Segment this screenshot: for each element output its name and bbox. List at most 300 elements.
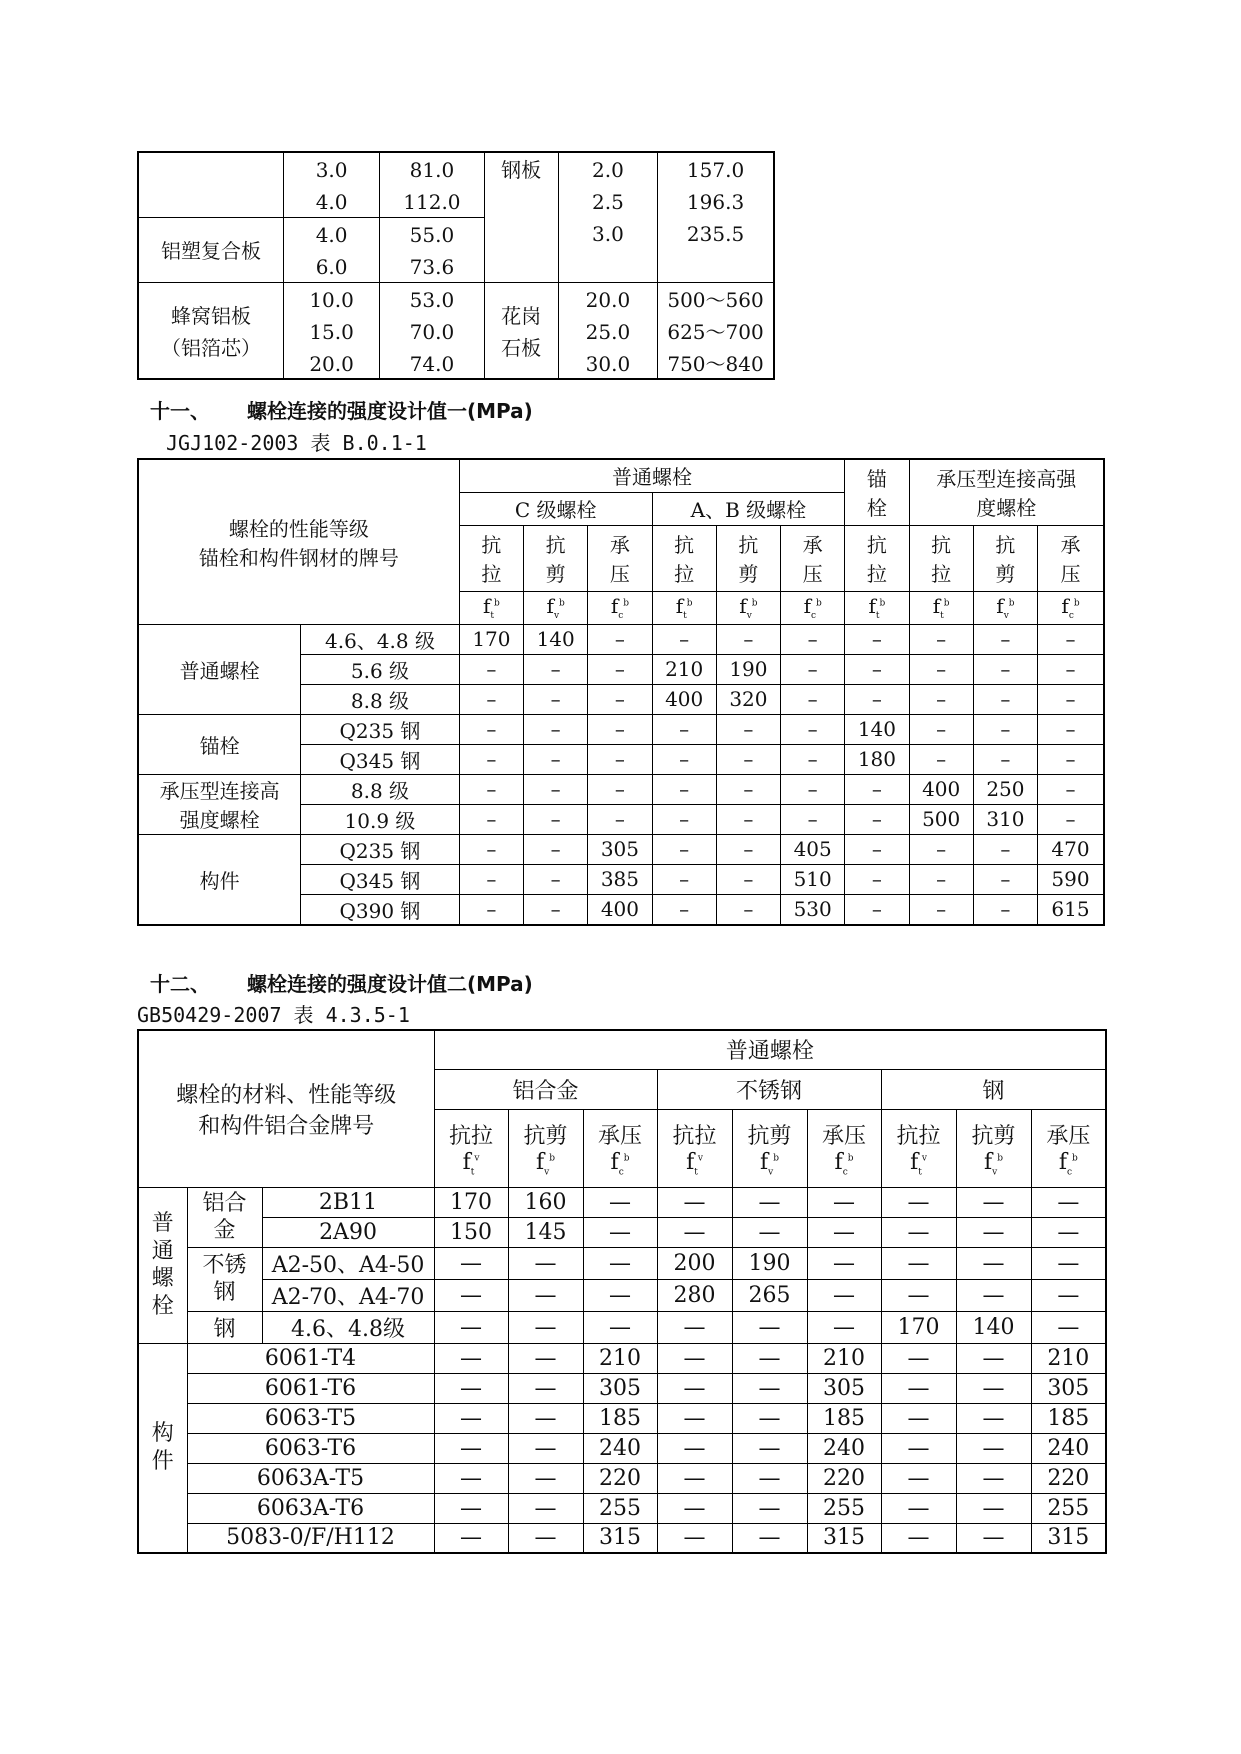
value-cell: — (434, 1311, 508, 1343)
bolt-group-label: 普 通 螺 栓 (138, 1187, 187, 1343)
stainless-header: 不锈钢 (657, 1069, 881, 1109)
value-cell: — (807, 1311, 881, 1343)
value-cell: 170 (459, 624, 523, 654)
material-cell: 花岗 石板 (484, 282, 558, 379)
tension-header: 抗拉 $f_t^v$ (434, 1109, 508, 1187)
value-cell: 240 (1031, 1433, 1106, 1463)
value-cell: — (732, 1463, 807, 1493)
thickness-cell: 4.0 6.0 (283, 217, 379, 282)
steel-header: 钢 (881, 1069, 1106, 1109)
value-cell: — (881, 1217, 956, 1247)
value-cell: – (973, 894, 1037, 925)
value-cell: — (657, 1403, 732, 1433)
value-cell: — (807, 1187, 881, 1217)
value-cell: — (956, 1523, 1031, 1553)
anchor-bolt-header: 锚 栓 (845, 459, 909, 525)
value-cell: – (524, 834, 588, 864)
value-cell: — (657, 1217, 732, 1247)
value-cell: — (732, 1187, 807, 1217)
value-cell: – (909, 864, 973, 894)
value-cell: — (881, 1343, 956, 1373)
value-cell: — (583, 1217, 657, 1247)
value-cell: – (973, 744, 1037, 774)
table-row (138, 1373, 1106, 1403)
value-cell: — (881, 1433, 956, 1463)
bearing-header: 承压 $f_c^b$ (583, 1109, 657, 1187)
value-cell: – (1038, 714, 1104, 744)
value-cell: — (881, 1463, 956, 1493)
value-cell: – (588, 774, 652, 804)
table-row (138, 1403, 1106, 1433)
value-cell: – (973, 684, 1037, 714)
value-cell: – (588, 624, 652, 654)
table-row (138, 1493, 1106, 1523)
value-cell: 145 (508, 1217, 583, 1247)
value-cell: 210 (583, 1343, 657, 1373)
bearing-header: 承 压 (781, 525, 845, 591)
corner-header (138, 1030, 434, 1187)
value-cell: – (1038, 624, 1104, 654)
value-cell: — (657, 1523, 732, 1553)
value-cell: — (956, 1463, 1031, 1493)
value-cell: 615 (1038, 894, 1104, 925)
tension-header: 抗拉 $f_t^v$ (657, 1109, 732, 1187)
value-cell: — (881, 1403, 956, 1433)
thickness-cell: 2.0 2.5 3.0 (558, 152, 657, 282)
value-cell: — (657, 1311, 732, 1343)
value-cell: — (434, 1247, 508, 1279)
value-cell: 305 (1031, 1373, 1106, 1403)
shear-header: 抗剪 $f_v^b$ (732, 1109, 807, 1187)
value-cell: – (652, 774, 716, 804)
c-grade-header: C 级螺栓 (459, 492, 652, 525)
value-cell: – (845, 834, 909, 864)
value-cell: — (583, 1279, 657, 1311)
value-cell: — (657, 1343, 732, 1373)
table-row (138, 1343, 1106, 1373)
value-cell: — (732, 1493, 807, 1523)
table-row (138, 1217, 1106, 1247)
section-11-source: JGJ102-2003 表 B.0.1-1 (166, 431, 427, 455)
value-cell: — (881, 1247, 956, 1279)
value-cell: – (845, 894, 909, 925)
ab-grade-header: A、B 级螺栓 (652, 492, 845, 525)
value-cell: 150 (434, 1217, 508, 1247)
value-cell: – (909, 714, 973, 744)
value-cell: 240 (807, 1433, 881, 1463)
value-cell: 200 (657, 1247, 732, 1279)
value-cell: 185 (583, 1403, 657, 1433)
value-cell: 180 (845, 744, 909, 774)
value-cell: – (845, 864, 909, 894)
symbol-c: $f_c^b$ (588, 591, 652, 624)
value-cell: – (524, 714, 588, 744)
value-cell: 160 (508, 1187, 583, 1217)
grade-cell: 4.6、4.8 级 (301, 624, 460, 654)
symbol-v: $f_v^b$ (716, 591, 780, 624)
section-12-title: 螺栓连接的强度设计值二(MPa) (246, 972, 533, 996)
value-cell: — (881, 1493, 956, 1523)
grade-cell: Q235 钢 (301, 714, 460, 744)
grade-cell: 8.8 级 (301, 684, 460, 714)
value-cell: 220 (1031, 1463, 1106, 1493)
value-cell: – (909, 654, 973, 684)
group-label: 构件 (138, 834, 301, 925)
value-cell: 530 (781, 894, 845, 925)
value-cell: – (716, 804, 780, 834)
material-cell: 铝合 金 (187, 1187, 262, 1247)
value-cell: – (459, 684, 523, 714)
thickness-cell: 10.0 15.0 20.0 (283, 282, 379, 379)
section-12-source: GB50429-2007 表 4.3.5-1 (137, 1003, 410, 1027)
symbol-v: $f_v^b$ (524, 591, 588, 624)
value-cell: — (434, 1403, 508, 1433)
value-cell: 210 (652, 654, 716, 684)
value-cell: – (781, 774, 845, 804)
value-cell: – (652, 894, 716, 925)
table-row (138, 1247, 1106, 1279)
value-cell: 405 (781, 834, 845, 864)
value-cell: — (956, 1433, 1031, 1463)
material-cell (138, 152, 283, 217)
value-cell: 255 (1031, 1493, 1106, 1523)
aluminum-header: 铝合金 (434, 1069, 657, 1109)
shear-header: 抗剪 $f_v^b$ (508, 1109, 583, 1187)
value-cell: 81.0 112.0 (380, 152, 484, 217)
value-cell: — (508, 1523, 583, 1553)
value-cell: 315 (807, 1523, 881, 1553)
value-cell: 250 (973, 774, 1037, 804)
table-row (138, 624, 1104, 654)
grade-cell: 4.6、4.8级 (262, 1311, 434, 1343)
shear-header: 抗 剪 (973, 525, 1037, 591)
member-group-label: 构 件 (138, 1343, 187, 1553)
table-row (138, 1433, 1106, 1463)
value-cell: 255 (583, 1493, 657, 1523)
value-cell: – (781, 684, 845, 714)
grade-cell: A2-70、A4-70 (262, 1279, 434, 1311)
value-cell: – (459, 834, 523, 864)
table-row (138, 774, 1104, 804)
value-cell: — (881, 1187, 956, 1217)
value-cell: — (434, 1433, 508, 1463)
value-cell: 185 (1031, 1403, 1106, 1433)
value-cell: — (881, 1373, 956, 1403)
value-cell: – (588, 654, 652, 684)
value-cell: 170 (881, 1311, 956, 1343)
header-row (138, 459, 1104, 492)
shear-header: 抗 剪 (524, 525, 588, 591)
alloy-cell: 6063A-T6 (187, 1493, 434, 1523)
value-cell: 140 (524, 624, 588, 654)
bolt-strength-table-2 (137, 1029, 1107, 1554)
material-cell: 钢 (187, 1311, 262, 1343)
grade-cell: 2B11 (262, 1187, 434, 1217)
value-cell: — (657, 1493, 732, 1523)
symbol-t: $f_t^b$ (652, 591, 716, 624)
value-cell: – (909, 894, 973, 925)
value-cell: — (732, 1433, 807, 1463)
value-cell: — (657, 1463, 732, 1493)
grade-cell: A2-50、A4-50 (262, 1247, 434, 1279)
grade-cell: 8.8 级 (301, 774, 460, 804)
corner-line-2: 锚栓和构件钢材的牌号 (198, 545, 399, 570)
value-cell: – (845, 654, 909, 684)
value-cell: – (524, 864, 588, 894)
table-row (138, 834, 1104, 864)
value-cell: – (588, 744, 652, 774)
value-cell: — (508, 1493, 583, 1523)
symbol-c: $f_c^b$ (1038, 591, 1104, 624)
value-cell: 510 (781, 864, 845, 894)
value-cell: — (434, 1343, 508, 1373)
value-cell: – (909, 834, 973, 864)
value-cell: — (956, 1217, 1031, 1247)
value-cell: – (524, 654, 588, 684)
value-cell: – (716, 894, 780, 925)
value-cell: – (973, 624, 1037, 654)
value-cell: — (1031, 1187, 1106, 1217)
value-cell: – (652, 624, 716, 654)
value-cell: 315 (1031, 1523, 1106, 1553)
value-cell: — (956, 1373, 1031, 1403)
value-cell: 140 (956, 1311, 1031, 1343)
value-cell: 185 (807, 1403, 881, 1433)
value-cell: – (716, 624, 780, 654)
value-cell: 210 (1031, 1343, 1106, 1373)
bearing-header: 承 压 (1038, 525, 1104, 591)
value-cell: — (583, 1247, 657, 1279)
value-cell: – (459, 864, 523, 894)
value-cell: 305 (583, 1373, 657, 1403)
symbol-v: $f_v^b$ (973, 591, 1037, 624)
value-cell: – (909, 684, 973, 714)
group-label: 普通螺栓 (138, 624, 301, 714)
value-cell: — (881, 1523, 956, 1553)
table-row (138, 1279, 1106, 1311)
alloy-cell: 6063-T6 (187, 1433, 434, 1463)
value-cell: – (781, 744, 845, 774)
alloy-cell: 6061-T6 (187, 1373, 434, 1403)
value-cell: — (434, 1279, 508, 1311)
value-cell: — (434, 1463, 508, 1493)
alloy-cell: 5083-0/F/H112 (187, 1523, 434, 1553)
value-cell: – (973, 714, 1037, 744)
value-cell: – (588, 804, 652, 834)
ordinary-bolt-header: 普通螺栓 (459, 459, 845, 492)
corner-line-2: 和构件铝合金牌号 (198, 1113, 375, 1139)
corner-line-1: 螺栓的材料、性能等级 (176, 1082, 397, 1108)
value-cell: – (781, 624, 845, 654)
value-cell: — (956, 1343, 1031, 1373)
value-cell: 400 (652, 684, 716, 714)
thickness-cell: 20.0 25.0 30.0 (558, 282, 657, 379)
section-12-heading (150, 968, 533, 997)
value-cell: 265 (732, 1279, 807, 1311)
alloy-cell: 6063A-T5 (187, 1463, 434, 1493)
value-cell: 190 (716, 654, 780, 684)
symbol-t: $f_t^b$ (845, 591, 909, 624)
material-cell: 不锈 钢 (187, 1247, 262, 1311)
value-cell: – (1038, 774, 1104, 804)
value-cell: — (508, 1279, 583, 1311)
value-cell: — (732, 1403, 807, 1433)
bearing-header: 承压 $f_c^b$ (1031, 1109, 1106, 1187)
tension-header: 抗 拉 (652, 525, 716, 591)
value-cell: 55.0 73.6 (380, 217, 484, 282)
value-cell: — (881, 1279, 956, 1311)
value-cell: – (459, 774, 523, 804)
value-cell: — (807, 1279, 881, 1311)
value-cell: — (732, 1373, 807, 1403)
value-cell: – (716, 714, 780, 744)
table-row (138, 714, 1104, 744)
value-cell: 400 (909, 774, 973, 804)
grade-cell: 5.6 级 (301, 654, 460, 684)
section-12-number: 十二、 (150, 972, 210, 996)
corner-line-1: 螺栓的性能等级 (228, 516, 369, 541)
value-cell: — (956, 1403, 1031, 1433)
value-cell: 310 (973, 804, 1037, 834)
table-row (138, 1523, 1106, 1553)
value-cell: – (845, 804, 909, 834)
value-cell: — (956, 1187, 1031, 1217)
value-cell: — (508, 1403, 583, 1433)
value-cell: 280 (657, 1279, 732, 1311)
value-cell: – (1038, 744, 1104, 774)
value-cell: — (508, 1311, 583, 1343)
tension-header: 抗 拉 (845, 525, 909, 591)
grade-cell: Q390 钢 (301, 894, 460, 925)
value-cell: – (524, 774, 588, 804)
grade-cell: Q235 钢 (301, 834, 460, 864)
material-cell: 铝塑复合板 (138, 217, 283, 282)
value-cell: 140 (845, 714, 909, 744)
tension-header: 抗拉 $f_t^v$ (881, 1109, 956, 1187)
value-cell: 400 (588, 894, 652, 925)
corner-header (138, 459, 459, 624)
grade-cell: 10.9 级 (301, 804, 460, 834)
table-row (138, 152, 774, 217)
value-cell: 385 (588, 864, 652, 894)
value-cell: — (434, 1523, 508, 1553)
value-cell: – (1038, 654, 1104, 684)
value-cell: – (845, 684, 909, 714)
thickness-cell: 3.0 4.0 (283, 152, 379, 217)
value-cell: – (524, 744, 588, 774)
material-cell: 钢板 (484, 152, 558, 282)
bearing-header: 承压 $f_c^b$ (807, 1109, 881, 1187)
value-cell: – (652, 834, 716, 864)
value-cell: – (588, 684, 652, 714)
value-cell: 500～560 625～700 750～840 (658, 282, 774, 379)
shear-header: 抗 剪 (716, 525, 780, 591)
value-cell: 220 (807, 1463, 881, 1493)
alloy-cell: 6061-T4 (187, 1343, 434, 1373)
symbol-c: $f_c^b$ (781, 591, 845, 624)
value-cell: — (657, 1433, 732, 1463)
value-cell: 255 (807, 1493, 881, 1523)
value-cell: — (508, 1343, 583, 1373)
grade-cell: Q345 钢 (301, 744, 460, 774)
value-cell: – (781, 804, 845, 834)
value-cell: – (459, 654, 523, 684)
material-cell: 蜂窝铝板 （铝箔芯） (138, 282, 283, 379)
value-cell: – (781, 654, 845, 684)
value-cell: — (1031, 1247, 1106, 1279)
alloy-cell: 6063-T5 (187, 1403, 434, 1433)
table-row (138, 1187, 1106, 1217)
value-cell: — (956, 1279, 1031, 1311)
value-cell: – (524, 804, 588, 834)
value-cell: — (508, 1373, 583, 1403)
value-cell: 500 (909, 804, 973, 834)
value-cell: — (1031, 1217, 1106, 1247)
group-label: 承压型连接高 强度螺栓 (138, 774, 301, 834)
value-cell: 470 (1038, 834, 1104, 864)
value-cell: – (524, 894, 588, 925)
value-cell: 190 (732, 1247, 807, 1279)
value-cell: – (459, 714, 523, 744)
value-cell: 305 (807, 1373, 881, 1403)
value-cell: 53.0 70.0 74.0 (380, 282, 484, 379)
table-row (138, 282, 774, 379)
value-cell: – (459, 804, 523, 834)
value-cell: 590 (1038, 864, 1104, 894)
value-cell: – (652, 714, 716, 744)
value-cell: — (657, 1187, 732, 1217)
value-cell: — (956, 1493, 1031, 1523)
value-cell: — (807, 1217, 881, 1247)
value-cell: – (459, 894, 523, 925)
value-cell: — (508, 1247, 583, 1279)
value-cell: – (973, 654, 1037, 684)
value-cell: — (508, 1463, 583, 1493)
value-cell: – (588, 714, 652, 744)
value-cell: — (583, 1187, 657, 1217)
value-cell: — (1031, 1311, 1106, 1343)
ordinary-bolt-header: 普通螺栓 (434, 1030, 1106, 1069)
value-cell: 240 (583, 1433, 657, 1463)
value-cell: – (973, 864, 1037, 894)
group-label: 锚栓 (138, 714, 301, 774)
grade-cell: Q345 钢 (301, 864, 460, 894)
value-cell: – (716, 864, 780, 894)
value-cell: 210 (807, 1343, 881, 1373)
value-cell: — (657, 1373, 732, 1403)
value-cell: – (909, 744, 973, 774)
value-cell: 220 (583, 1463, 657, 1493)
value-cell: – (1038, 684, 1104, 714)
tension-header: 抗 拉 (459, 525, 523, 591)
value-cell: – (524, 684, 588, 714)
tension-header: 抗 拉 (909, 525, 973, 591)
value-cell: — (508, 1433, 583, 1463)
shear-header: 抗剪 $f_v^b$ (956, 1109, 1031, 1187)
section-11-title: 螺栓连接的强度设计值一(MPa) (246, 399, 533, 423)
value-cell: 157.0 196.3 235.5 (658, 152, 774, 282)
material-thickness-table (137, 151, 775, 380)
value-cell: – (781, 714, 845, 744)
value-cell: 315 (583, 1523, 657, 1553)
value-cell: – (459, 744, 523, 774)
symbol-t: $f_t^b$ (459, 591, 523, 624)
value-cell: – (716, 744, 780, 774)
grade-cell: 2A90 (262, 1217, 434, 1247)
symbol-t: $f_t^b$ (909, 591, 973, 624)
value-cell: – (652, 804, 716, 834)
section-11-heading (150, 395, 533, 424)
